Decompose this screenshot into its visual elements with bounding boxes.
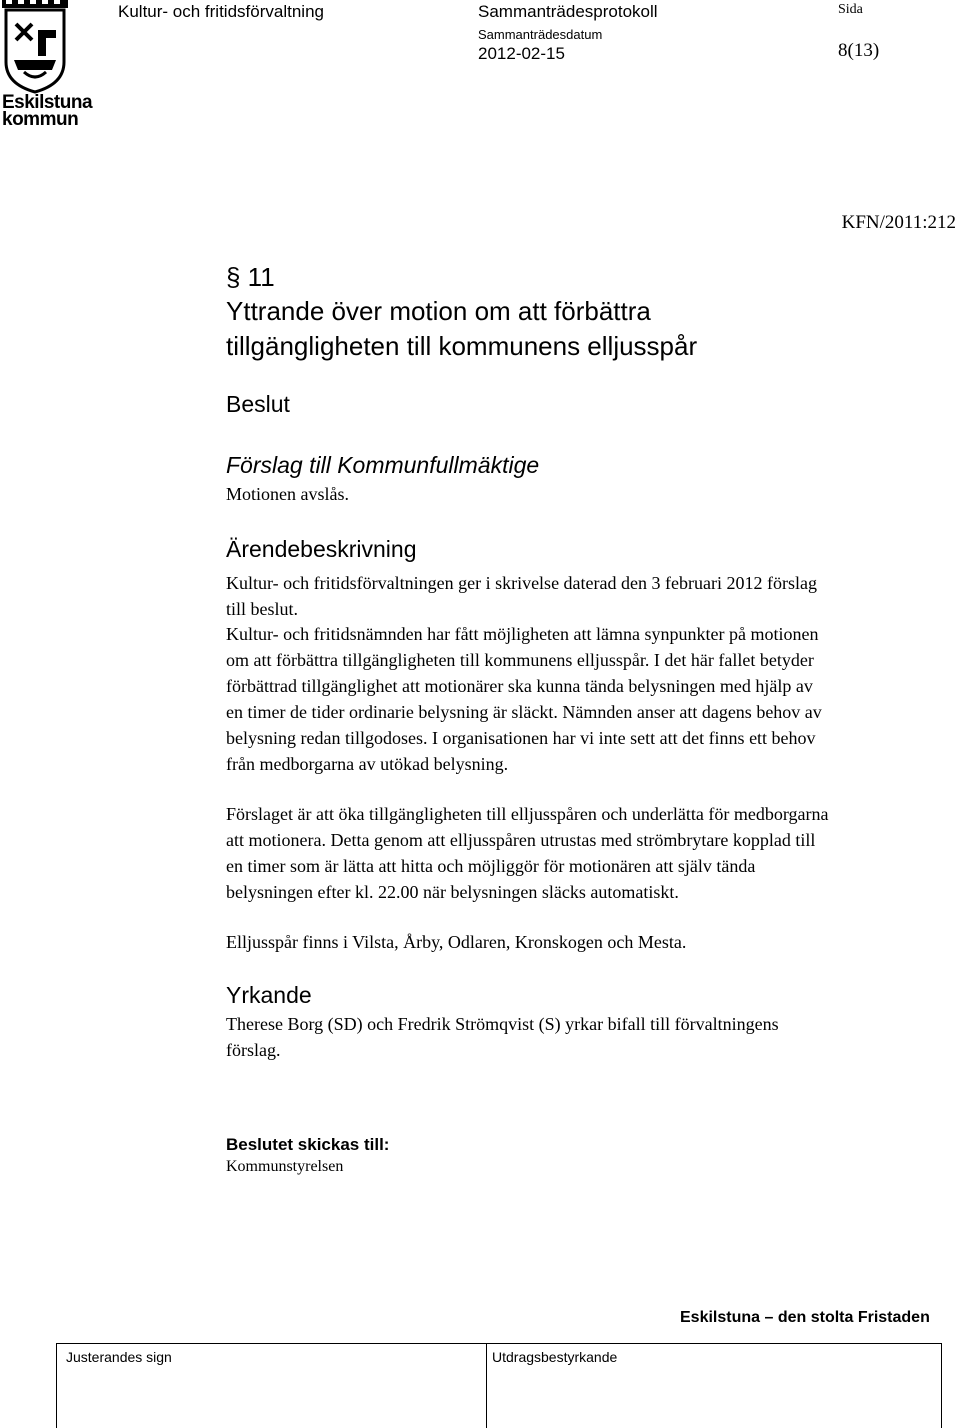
section-number: § 11 — [226, 262, 275, 292]
header-document-type: Sammanträdesprotokoll — [478, 2, 658, 21]
paragraph-3 — [226, 801, 960, 905]
text-line: Kultur- och fritidsförvaltningen ger i skrivelse daterad den 3 februari 2012 förslag — [226, 573, 817, 593]
paragraph-2 — [226, 621, 960, 777]
header-department: Kultur- och fritidsförvaltning — [118, 2, 324, 21]
municipality-crest-logo — [2, 0, 68, 96]
text-line: om att förbättra tillgängligheten till kommunens elljusspår. I det här fallet betyder — [226, 650, 814, 670]
text-line: belysning redan tillgodoses. I organisationen har vi inte sett att det finns ett behov — [226, 728, 816, 748]
text-line: att motionera. Detta genom att elljusspåren utrustas med strömbrytare kopplad till — [226, 830, 816, 850]
reference-number: KFN/2011:212 — [841, 212, 956, 233]
footer-column-divider — [56, 1343, 57, 1428]
beslut-heading: Beslut — [226, 391, 290, 417]
logo-text-line-2: kommun — [2, 109, 79, 130]
paragraph-1 — [226, 570, 960, 622]
text-line: Kultur- och fritidsnämnden har fått möjligheten att lämna synpunkter på motionen — [226, 624, 819, 644]
header-page-label: Sida — [838, 2, 863, 17]
header-date-label: Sammanträdesdatum — [478, 27, 603, 42]
footer-slogan: Eskilstuna – den stolta Fristaden — [680, 1309, 930, 1326]
text-line: från medborgarna av utökad belysning. — [226, 754, 509, 774]
text-line: en timer de tider ordinarie belysning är släckt. Nämnden anser att dagens behov av — [226, 702, 822, 722]
footer-column-divider — [486, 1343, 487, 1428]
footer-justerandes-sign: Justerandes sign — [66, 1349, 172, 1365]
text-line: en timer som är lätta att hitta och möjliggör för motionären att själv tända — [226, 856, 756, 876]
distribution-recipient: Kommunstyrelsen — [226, 1158, 344, 1175]
text-line: belysningen efter kl. 22.00 när belysningen släcks automatiskt. — [226, 882, 679, 902]
text-line: förslag. — [226, 1040, 281, 1060]
yrkande-paragraph — [226, 1011, 960, 1063]
footer-column-divider — [941, 1343, 942, 1428]
footer-utdragsbestyrkande: Utdragsbestyrkande — [492, 1349, 618, 1365]
text-line: Therese Borg (SD) och Fredrik Strömqvist (S) yrkar bifall till förvaltningens — [226, 1014, 779, 1034]
text-line: Förslaget är att öka tillgängligheten till elljusspåren och underlätta för medborgarna — [226, 804, 829, 824]
page-title-line-1: Yttrande över motion om att förbättra — [226, 296, 651, 326]
forslag-subheading: Förslag till Kommunfullmäktige — [226, 452, 540, 478]
paragraph-4 — [226, 929, 960, 955]
distribution-label: Beslutet skickas till: — [226, 1135, 390, 1154]
text-line: Elljusspår finns i Vilsta, Årby, Odlaren, Kronskogen och Mesta. — [226, 932, 687, 952]
yrkande-heading: Yrkande — [226, 982, 312, 1008]
text-line: förbättrad tillgänglighet att motionärer ska kunna tända belysningen med hjälp av — [226, 676, 813, 696]
page-title-line-2: tillgängligheten till kommunens elljusspår — [226, 331, 698, 361]
beslut-text: Motionen avslås. — [226, 484, 349, 504]
text-line: till beslut. — [226, 599, 298, 619]
arende-heading: Ärendebeskrivning — [226, 536, 417, 562]
logo-text-line-1: Eskilstuna — [2, 92, 93, 113]
footer-divider — [56, 1343, 942, 1344]
header-page-number: 8(13) — [838, 40, 880, 61]
header-date: 2012-02-15 — [478, 44, 565, 63]
